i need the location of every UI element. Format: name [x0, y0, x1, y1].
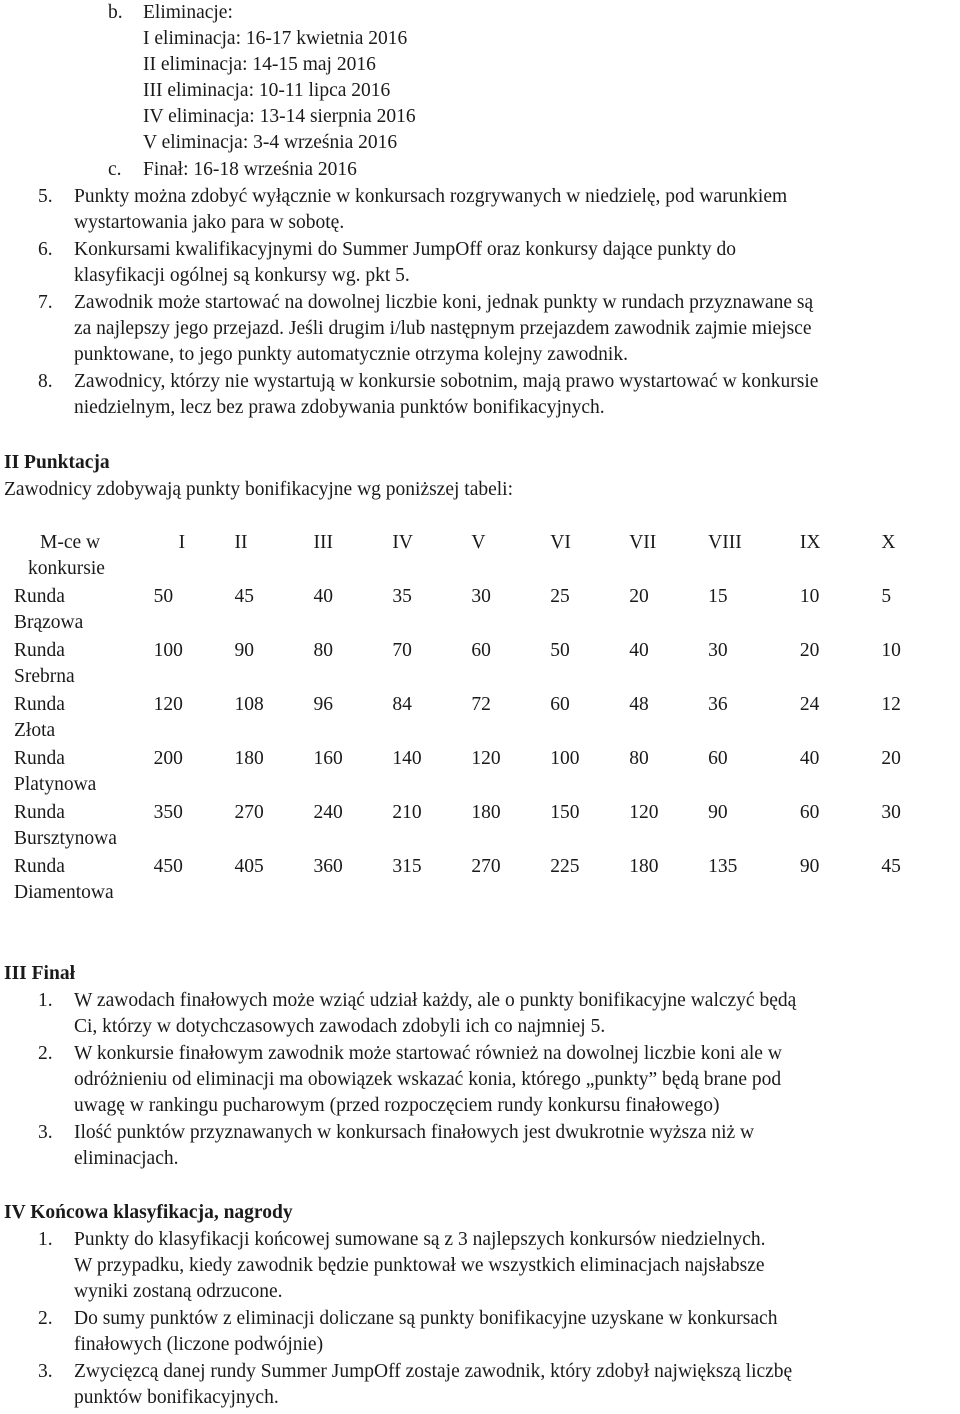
table-cell: 90 — [234, 640, 255, 661]
elimination-line: IV eliminacja: 13-14 sierpnia 2016 — [143, 106, 416, 127]
row-label — [14, 692, 151, 746]
table-cell: 5 — [881, 586, 892, 607]
table-cell: 350 — [153, 802, 183, 823]
rule-number: 7. — [38, 292, 53, 313]
row-label-line: Diamentowa — [14, 882, 114, 903]
item-line: odróżnieniu od eliminacji ma obowiązek wskazać konia, którego „punkty” będą brane pod — [74, 1069, 782, 1090]
item-line: Zwycięzcą danej rundy Summer JumpOff zostaje zawodnik, który zdobył największą liczbę — [74, 1361, 793, 1382]
table-cell: 25 — [550, 586, 570, 607]
table-cell: 60 — [550, 694, 570, 715]
column-header: VI — [550, 532, 571, 553]
row-label-line: Brązowa — [14, 612, 84, 633]
section-heading: II Punktacja — [4, 452, 110, 473]
elimination-line: III eliminacja: 10-11 lipca 2016 — [143, 80, 391, 101]
column-header: III — [313, 532, 333, 553]
table-cell: 60 — [471, 640, 491, 661]
table-cell: 315 — [392, 856, 422, 877]
table-row — [14, 800, 960, 854]
item-line: eliminacjach. — [74, 1148, 179, 1169]
section-c-marker: c. — [108, 159, 122, 180]
table-cell: 20 — [881, 748, 901, 769]
row-label-line: Runda — [14, 586, 65, 607]
table-row — [14, 692, 960, 746]
table-cell: 450 — [153, 856, 183, 877]
table-cell: 24 — [799, 694, 820, 715]
row-label-line: Runda — [14, 640, 65, 661]
table-cell: 90 — [799, 856, 820, 877]
table-row — [14, 746, 960, 800]
column-header: V — [471, 532, 486, 553]
item-number: 2. — [38, 1308, 53, 1329]
table-cell: 360 — [313, 856, 343, 877]
column-header: IX — [799, 532, 821, 553]
item-line: punktów bonifikacyjnych. — [74, 1387, 279, 1408]
item-line: finałowych (liczone podwójnie) — [74, 1334, 324, 1355]
rule-number: 6. — [38, 239, 53, 260]
column-header: VIII — [708, 532, 742, 553]
table-cell: 20 — [799, 640, 820, 661]
table-cell: 100 — [550, 748, 580, 769]
elimination-line: I eliminacja: 16-17 kwietnia 2016 — [143, 28, 408, 49]
table-cell: 80 — [629, 748, 649, 769]
table-cell: 35 — [392, 586, 412, 607]
table-cell: 36 — [708, 694, 728, 715]
corner-cell — [14, 530, 151, 584]
rule-line: punktowane, to jego punkty automatycznie otrzyma kolejny zawodnik. — [74, 344, 628, 365]
item-line: W przypadku, kiedy zawodnik będzie punktował we wszystkich eliminacjach najsłabsze — [74, 1255, 765, 1276]
table-cell: 30 — [708, 640, 728, 661]
elimination-line: II eliminacja: 14-15 maj 2016 — [143, 54, 376, 75]
rule-line: Zawodnik może startować na dowolnej liczbie koni, jednak punkty w rundach przyznawane są — [74, 292, 814, 313]
column-header: X — [881, 532, 896, 553]
table-cell: 40 — [799, 748, 820, 769]
table-cell: 180 — [471, 802, 501, 823]
table-cell: 96 — [313, 694, 333, 715]
table-cell: 50 — [153, 586, 174, 607]
table-cell: 150 — [550, 802, 580, 823]
table-row — [14, 638, 960, 692]
rule-line: Zawodnicy, którzy nie wystartują w konkursie sobotnim, mają prawo wystartować w konkursie — [74, 371, 819, 392]
section-intro: Zawodnicy zdobywają punkty bonifikacyjne wg poniższej tabeli: — [4, 479, 514, 500]
item-line: uwagę w rankingu pucharowym (przed rozpoczęciem rundy konkursu finałowego) — [74, 1095, 720, 1116]
rule-line: Punkty można zdobyć wyłącznie w konkursach rozgrywanych w niedzielę, pod warunkiem — [74, 186, 788, 207]
table-cell: 135 — [708, 856, 738, 877]
section-b-marker: b. — [108, 2, 123, 23]
table-cell: 120 — [471, 748, 501, 769]
table-cell: 225 — [550, 856, 580, 877]
table-cell: 45 — [881, 856, 901, 877]
table-cell: 70 — [392, 640, 412, 661]
row-label — [14, 800, 151, 854]
table-cell: 60 — [799, 802, 820, 823]
table-cell: 108 — [234, 694, 264, 715]
row-label — [14, 854, 151, 908]
table-cell: 84 — [392, 694, 412, 715]
corner-label-line: M-ce w — [40, 532, 101, 553]
table-cell: 120 — [153, 694, 183, 715]
table-cell: 180 — [629, 856, 659, 877]
table-cell: 200 — [153, 748, 183, 769]
row-label-line: Runda — [14, 802, 65, 823]
rule-line: klasyfikacji ogólnej są konkursy wg. pkt 5. — [74, 265, 410, 286]
table-cell: 270 — [234, 802, 264, 823]
section-heading: IV Końcowa klasyfikacja, nagrody — [4, 1202, 293, 1223]
table-cell: 120 — [629, 802, 659, 823]
row-label-line: Runda — [14, 748, 65, 769]
table-cell: 100 — [153, 640, 183, 661]
item-number: 3. — [38, 1361, 53, 1382]
table-cell: 30 — [881, 802, 901, 823]
table-cell: 20 — [629, 586, 649, 607]
table-cell: 160 — [313, 748, 343, 769]
item-line: Ci, którzy w dotychczasowych zawodach zdobyli ich co najmniej 5. — [74, 1016, 606, 1037]
table-cell: 405 — [234, 856, 264, 877]
table-cell: 15 — [708, 586, 728, 607]
section-b-title: Eliminacje: — [143, 2, 233, 23]
item-line: W konkursie finałowym zawodnik może startować również na dowolnej liczbie koni ale w — [74, 1043, 782, 1064]
rule-line: Konkursami kwalifikacyjnymi do Summer JumpOff oraz konkursy dające punkty do — [74, 239, 736, 260]
column-header: I — [178, 532, 186, 553]
column-header: IV — [392, 532, 413, 553]
section-heading: III Finał — [4, 963, 75, 984]
table-cell: 180 — [234, 748, 264, 769]
rule-line: za najlepszy jego przejazd. Jeśli drugim i/lub następnym przejazdem zawodnik zajmie miejsce — [74, 318, 812, 339]
table-cell: 40 — [629, 640, 649, 661]
table-row — [14, 854, 960, 908]
rule-number: 5. — [38, 186, 53, 207]
row-label — [14, 638, 151, 692]
elimination-line: V eliminacja: 3-4 września 2016 — [143, 132, 398, 153]
table-cell: 210 — [392, 802, 422, 823]
table-cell: 30 — [471, 586, 491, 607]
row-label — [14, 584, 151, 638]
row-label-line: Runda — [14, 856, 65, 877]
row-label-line: Srebrna — [14, 666, 75, 687]
table-cell: 50 — [550, 640, 570, 661]
column-header: VII — [629, 532, 657, 553]
table-header-row — [14, 530, 960, 584]
row-label-line: Runda — [14, 694, 65, 715]
table-cell: 10 — [881, 640, 901, 661]
row-label-line: Bursztynowa — [14, 828, 117, 849]
item-number: 1. — [38, 990, 53, 1011]
item-line: Punkty do klasyfikacji końcowej sumowane są z 3 najlepszych konkursów niedzielnych. — [74, 1229, 766, 1250]
table-cell: 40 — [313, 586, 333, 607]
table-cell: 48 — [629, 694, 649, 715]
item-number: 3. — [38, 1122, 53, 1143]
table-cell: 240 — [313, 802, 343, 823]
table-cell: 80 — [313, 640, 333, 661]
table-cell: 270 — [471, 856, 501, 877]
item-number: 1. — [38, 1229, 53, 1250]
table-cell: 72 — [471, 694, 491, 715]
row-label-line: Złota — [14, 720, 56, 741]
corner-label-line: konkursie — [28, 558, 105, 579]
rule-number: 8. — [38, 371, 53, 392]
row-label-line: Platynowa — [14, 774, 97, 795]
section-c-text: Finał: 16-18 września 2016 — [143, 159, 357, 180]
table-cell: 140 — [392, 748, 422, 769]
table-cell: 45 — [234, 586, 255, 607]
item-line: wyniki zostaną odrzucone. — [74, 1281, 283, 1302]
column-header: II — [234, 532, 248, 553]
table-row — [14, 584, 960, 638]
item-line: Do sumy punktów z eliminacji doliczane są punkty bonifikacyjne uzyskane w konkursach — [74, 1308, 778, 1329]
table-cell: 12 — [881, 694, 901, 715]
item-line: W zawodach finałowych może wziąć udział każdy, ale o punkty bonifikacyjne walczyć będą — [74, 990, 797, 1011]
table-cell: 90 — [708, 802, 728, 823]
item-number: 2. — [38, 1043, 53, 1064]
table-cell: 10 — [799, 586, 820, 607]
item-line: Ilość punktów przyznawanych w konkursach finałowych jest dwukrotnie wyższa niż w — [74, 1122, 755, 1143]
table-cell: 60 — [708, 748, 728, 769]
rule-line: wystartowania jako para w sobotę. — [74, 212, 345, 233]
row-label — [14, 746, 151, 800]
rule-line: niedzielnym, lecz bez prawa zdobywania punktów bonifikacyjnych. — [74, 397, 605, 418]
points-table — [14, 530, 960, 908]
